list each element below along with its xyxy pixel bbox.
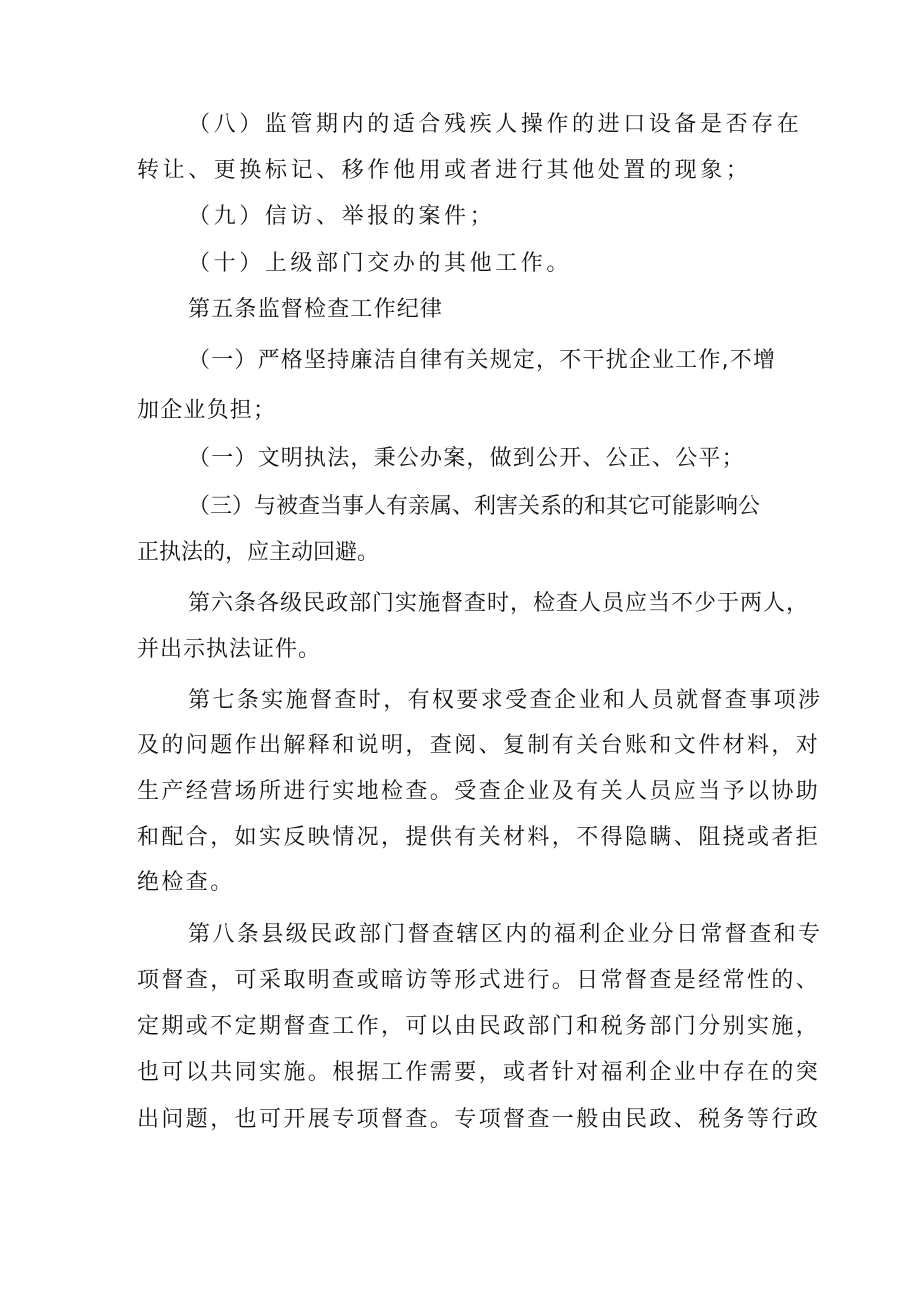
text-line: 转让、更换标记、移作他用或者进行其他处置的现象； xyxy=(137,158,752,183)
text-line: 第八条县级民政部门督查辖区内的福利企业分日常督查和专 xyxy=(188,922,823,947)
text-line: （一）文明执法，秉公办案，做到公开、公正、公平； xyxy=(188,446,745,471)
text-line: 也可以共同实施。根据工作需要，或者针对福利企业中存在的突 xyxy=(137,1060,821,1085)
text-line: （八）监管期内的适合残疾人操作的进口设备是否存在 xyxy=(188,112,803,137)
text-line: （一）严格坚持廉洁自律有关规定，不干扰企业工作,不增 xyxy=(188,348,777,373)
text-line: 和配合，如实反映情况，提供有关材料，不得隐瞒、阻挠或者拒 xyxy=(137,825,821,850)
text-line: 定期或不定期督查工作，可以由民政部门和税务部门分别实施， xyxy=(137,1014,821,1039)
text-line: 并出示执法证件。 xyxy=(137,637,322,662)
text-line: （十）上级部门交办的其他工作。 xyxy=(188,251,573,276)
text-line: （三）与被查当事人有亲属、利害关系的和其它可能影响公 xyxy=(188,494,761,519)
text-line: 项督查，可采取明查或暗访等形式进行。日常督查是经常性的、 xyxy=(137,968,821,993)
text-line: 出问题，也可开展专项督查。专项督查一般由民政、税务等行政 xyxy=(137,1107,821,1132)
text-line: 加企业负担； xyxy=(137,398,277,423)
text-line: 正执法的，应主动回避。 xyxy=(137,540,380,565)
text-line: 绝检查。 xyxy=(137,870,235,895)
text-line: 生产经营场所进行实地检查。受查企业及有关人员应当予以协助 xyxy=(137,779,821,804)
text-line: （九）信访、举报的案件； xyxy=(188,204,496,229)
text-line: 及的问题作出解释和说明，查阅、复制有关台账和文件材料，对 xyxy=(137,733,821,758)
text-line: 第七条实施督查时，有权要求受查企业和人员就督查事项涉 xyxy=(188,688,823,713)
text-line: 第五条监督检查工作纪律 xyxy=(188,297,444,322)
text-line: 第六条各级民政部门实施督查时，检查人员应当不少于两人， xyxy=(188,591,810,616)
